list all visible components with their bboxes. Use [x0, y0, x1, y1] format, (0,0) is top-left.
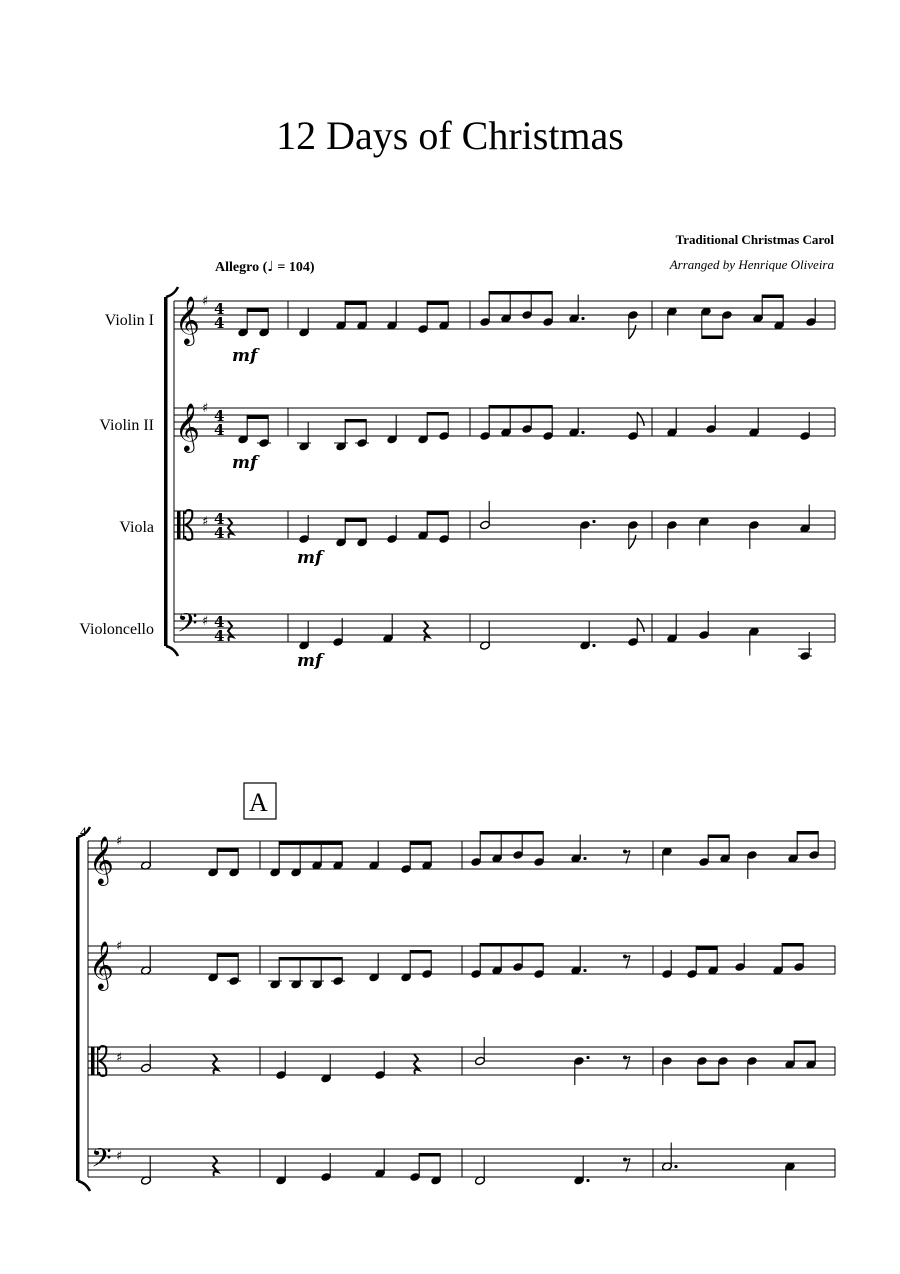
augmentation-dot [586, 1179, 589, 1182]
treble-clef-icon: 𝄞 [175, 295, 200, 344]
quarter-note-icon: ♩ [267, 259, 274, 275]
time-signature: 4 [214, 627, 225, 645]
quarter-rest [213, 1156, 218, 1176]
key-sharp-icon: ♯ [116, 1149, 123, 1164]
instrument-label-violin-1: Violin I [104, 312, 154, 329]
augmentation-dot [586, 1056, 589, 1059]
note-beam [797, 831, 818, 835]
augmentation-dot [583, 969, 586, 972]
note-beam [696, 947, 717, 951]
treble-clef-icon: 𝄞 [175, 402, 200, 451]
note-beam [217, 954, 238, 958]
note-beam [762, 295, 783, 299]
note-flag [637, 412, 644, 426]
augmentation-dot [674, 1165, 677, 1168]
time-signature: 4 [214, 524, 225, 542]
augmentation-dot [581, 431, 584, 434]
note-beam [480, 831, 543, 835]
score-title: 12 Days of Christmas [276, 113, 624, 158]
key-sharp-icon: ♯ [116, 834, 123, 849]
note-beam [427, 412, 448, 416]
quarter-rest [228, 621, 233, 641]
note-beam [419, 1153, 440, 1157]
rehearsal-mark: A [249, 788, 268, 817]
system-bracket [166, 646, 178, 656]
note-beam [345, 419, 366, 423]
dynamic-mf: mf [297, 651, 323, 671]
quarter-rest [424, 621, 429, 641]
note-beam [345, 302, 366, 306]
quarter-rest [414, 1054, 419, 1074]
augmentation-dot [581, 317, 584, 320]
measure-number: 4 [80, 824, 87, 839]
key-sharp-icon: ♯ [116, 939, 123, 954]
note-beam [410, 842, 431, 846]
key-sharp-icon: ♯ [116, 1050, 123, 1066]
note-beam [702, 336, 723, 340]
note-beam [345, 519, 366, 523]
instrument-label-viola: Viola [119, 519, 154, 536]
time-signature: 4 [214, 314, 225, 332]
note-beam [279, 957, 342, 961]
alto-clef-icon [91, 1047, 95, 1075]
system-bracket [164, 297, 168, 646]
augmentation-dot [592, 644, 595, 647]
key-sharp-icon: ♯ [202, 514, 209, 530]
note-beam [427, 512, 448, 516]
alto-clef-icon [177, 511, 181, 539]
note-beam [698, 1082, 719, 1086]
note-beam [217, 849, 238, 853]
time-signature: 4 [214, 613, 225, 631]
dynamic-mf: mf [232, 453, 258, 473]
alto-clef-icon [97, 1047, 98, 1075]
quarter-rest [213, 1054, 218, 1074]
note-beam [279, 842, 342, 846]
dynamic-mf: mf [297, 548, 323, 568]
bass-clef-icon: 𝄢 [91, 1142, 112, 1180]
composer-credit: Traditional Christmas Carol [675, 232, 834, 247]
note-beam [708, 835, 729, 839]
quarter-rest [228, 518, 233, 538]
system-bracket [76, 837, 80, 1181]
note-beam [782, 943, 803, 947]
tempo-text: Allegro ( [215, 260, 268, 275]
key-sharp-icon: ♯ [202, 614, 209, 629]
time-signature: 4 [214, 421, 225, 439]
augmentation-dot [592, 520, 595, 523]
note-flag [629, 325, 636, 339]
note-beam [247, 416, 268, 420]
treble-clef-icon: 𝄞 [89, 940, 114, 989]
note-flag [637, 618, 644, 632]
arranger-credit: Arranged by Henrique Oliveira [669, 257, 834, 272]
note-beam [489, 291, 552, 295]
tempo-value: = 104) [273, 260, 315, 275]
note-beam [489, 405, 552, 409]
note-beam [480, 943, 543, 947]
note-beam [794, 1041, 815, 1045]
instrument-label-cello: Violoncello [79, 621, 154, 638]
treble-clef-icon: 𝄞 [89, 835, 114, 884]
alto-clef-icon [183, 511, 184, 539]
system-bracket [78, 1181, 90, 1191]
note-flag [629, 535, 636, 549]
augmentation-dot [583, 857, 586, 860]
bass-clef-icon: 𝄢 [177, 607, 198, 645]
key-sharp-icon: ♯ [202, 294, 209, 309]
time-signature: 4 [214, 300, 225, 318]
key-sharp-icon: ♯ [202, 401, 209, 416]
note-beam [427, 302, 448, 306]
dynamic-mf: mf [232, 346, 258, 366]
time-signature: 4 [214, 510, 225, 528]
note-beam [247, 309, 268, 313]
time-signature: 4 [214, 407, 225, 425]
note-beam [410, 950, 431, 954]
instrument-label-violin-2: Violin II [99, 417, 154, 434]
